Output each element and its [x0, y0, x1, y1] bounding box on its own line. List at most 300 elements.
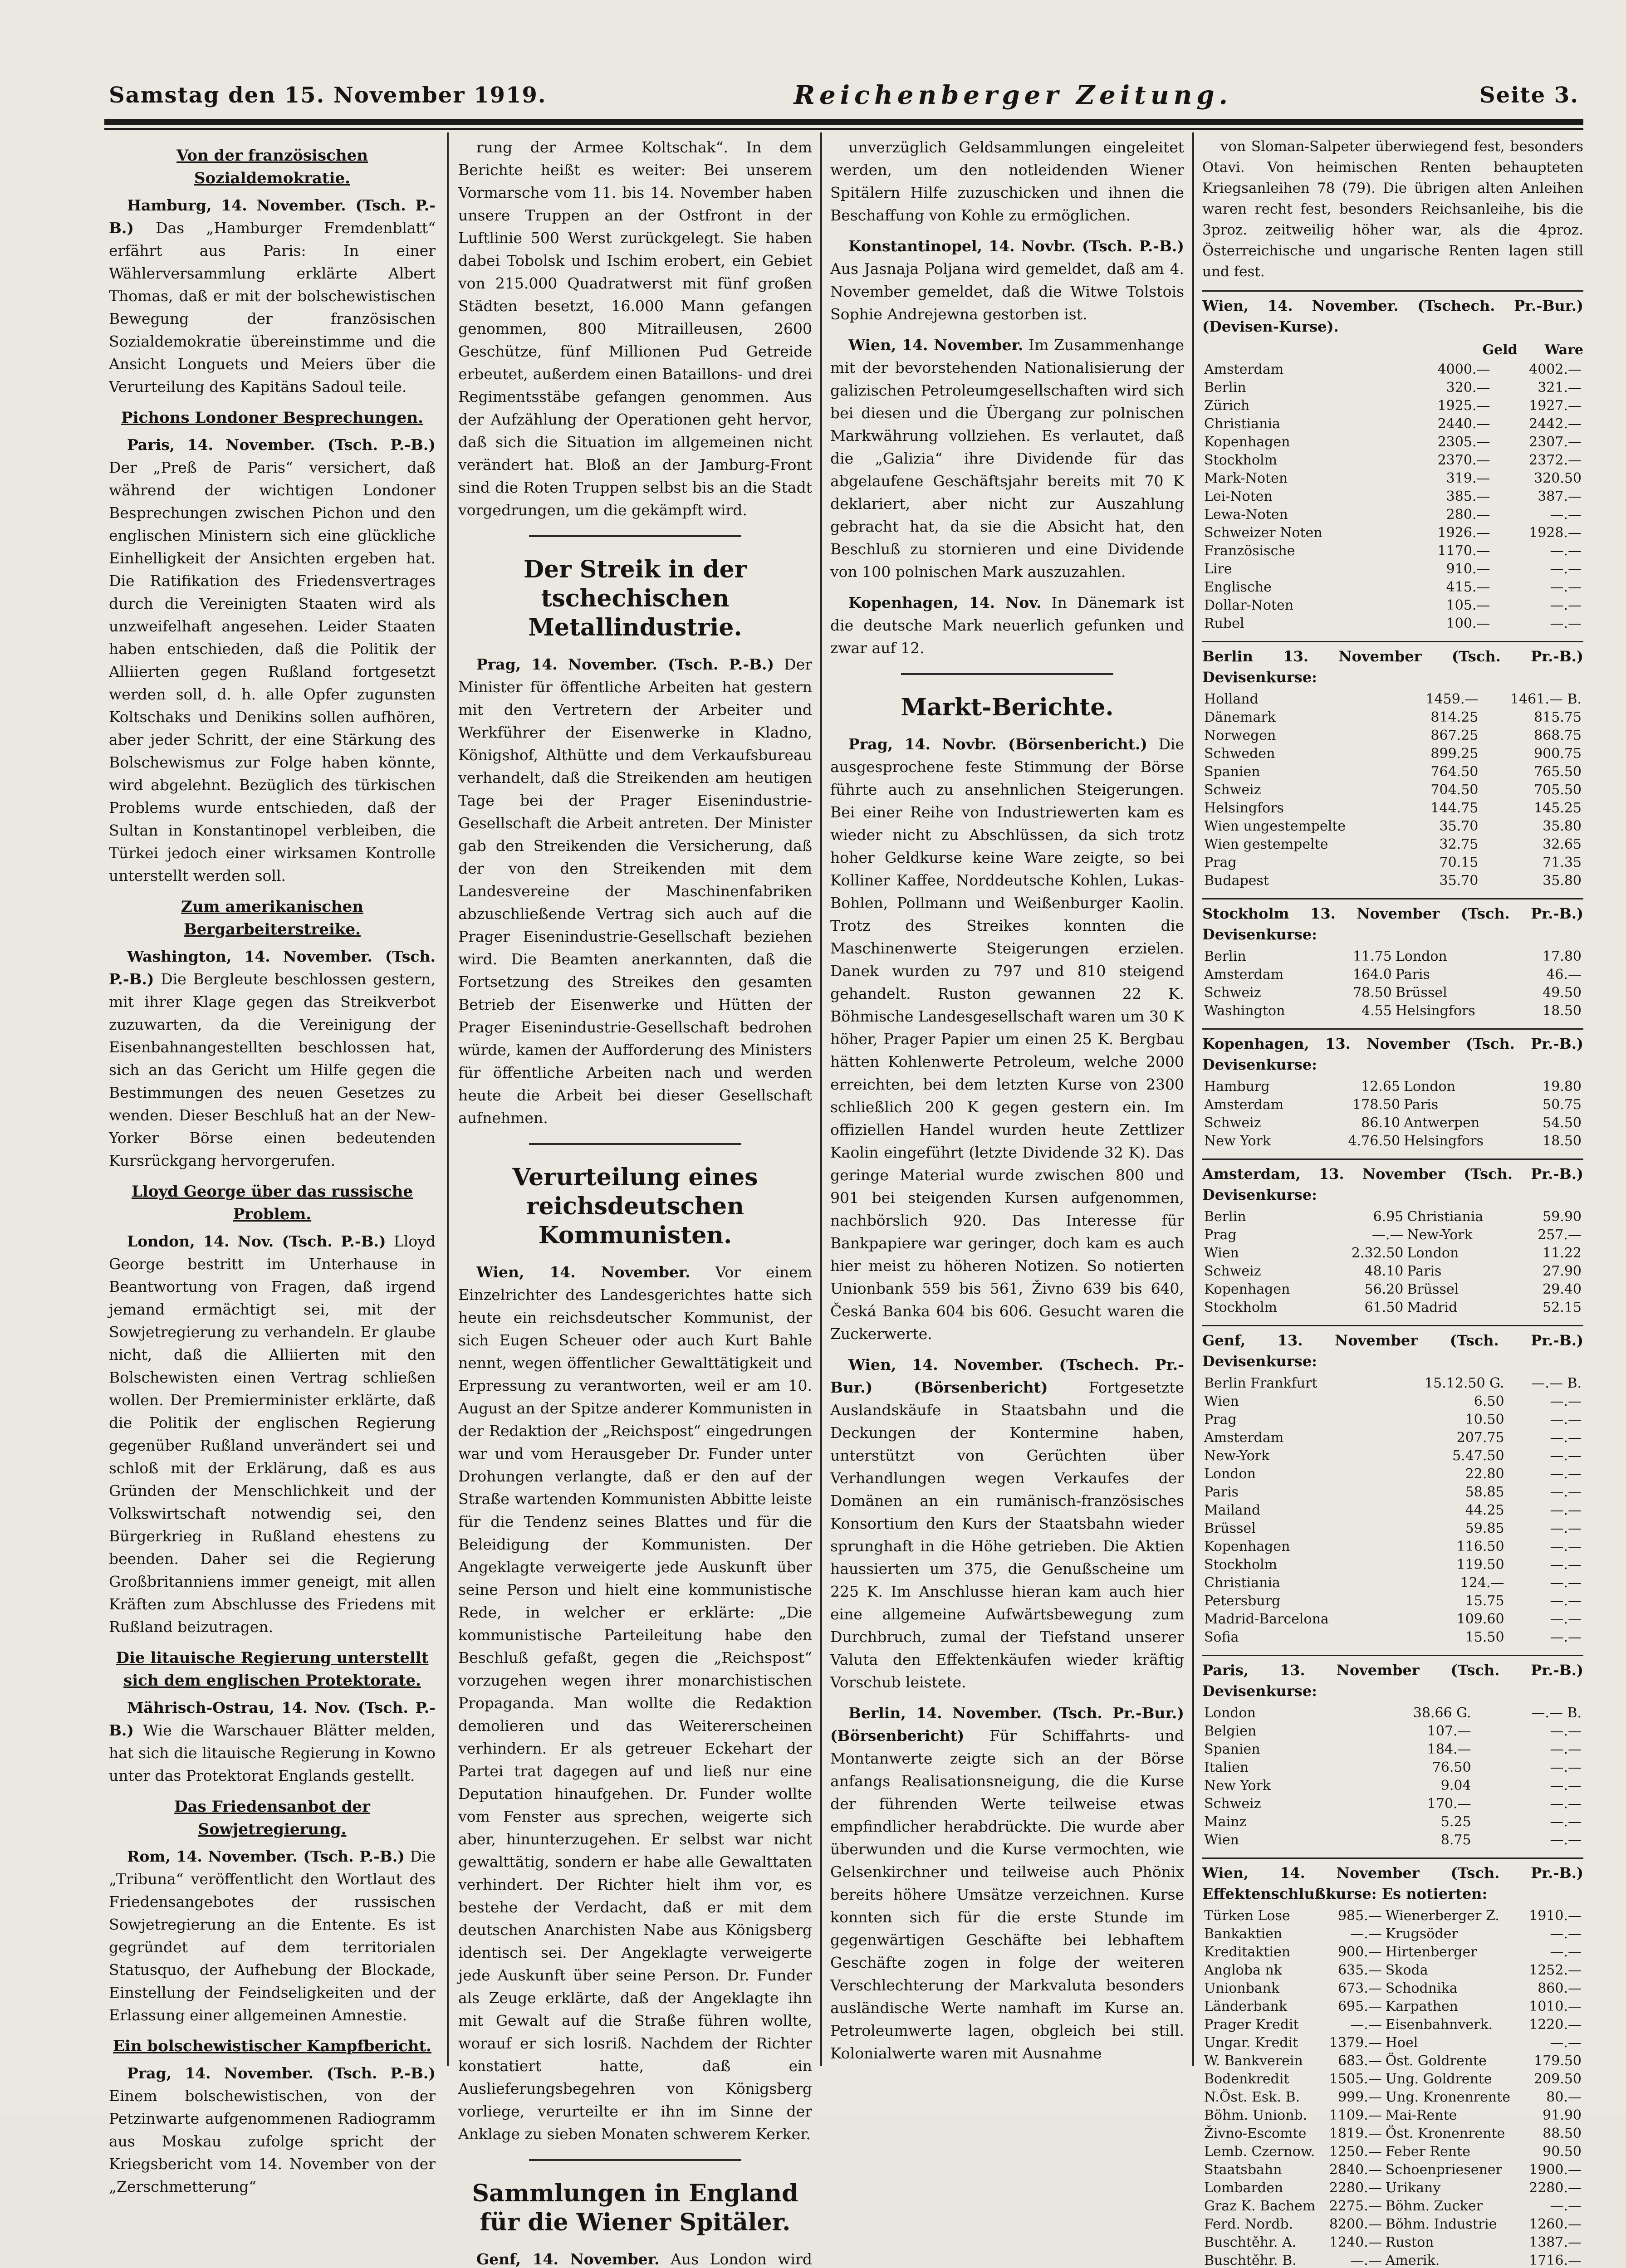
article-text: Für Schiffahrts- und Montanwerte zeigte sich an der Börse anfangs Realisationsneigung, die die Kurse der führenden Werte teilweise etwas empfindlicher herabdrückte. Die wurde aber überwunden und die Kurse vermochten, wie Gelsenkirchner und teilweise auch Phönix bereits höhere Umsätze verzeichnen. Kurse konnten sich für die erste Stunde im gegenwärtigen Geschäfte bei lebhaftem Geschäfte zogen in folge der weiteren Verschlechterung der Markvaluta besonders ausländische Werte namhaft im Kurse an. Petroleumwerte lagen, obgleich bei still. Kolonialwerte waren mit Ausnahme: [830, 1727, 1184, 2062]
rate-label: Kreditaktien: [1204, 1944, 1291, 1960]
rate-row: [1202, 1501, 1583, 1520]
article-dateline: Prag, 14. November. (Tsch. P.-B.): [127, 2064, 436, 2082]
rate-row: [1202, 948, 1583, 966]
rate-label: Angloba nk: [1204, 1962, 1282, 1978]
rate-row: [1202, 1925, 1583, 1943]
rate-value: 1010.—: [1529, 1999, 1582, 2014]
rate-value: —.—: [1550, 1393, 1582, 1409]
rate-label: W. Bankverein: [1204, 2053, 1303, 2069]
rate-label: London: [1204, 1705, 1256, 1721]
rate-label: Živno-Escomte: [1204, 2126, 1307, 2141]
rate-label: Skoda: [1385, 1962, 1428, 1978]
rate-value: 49.50: [1543, 985, 1582, 1001]
rate-label: London: [1395, 948, 1447, 964]
rate-label: Prag: [1204, 1227, 1237, 1243]
rate-value: 6.95: [1373, 1209, 1404, 1225]
rate-row: [1202, 415, 1583, 433]
rate-label: Paris: [1407, 1263, 1442, 1279]
rate-value: —.—: [1550, 561, 1582, 577]
rate-value: —.—: [1550, 616, 1582, 631]
rate-value: 44.25: [1465, 1502, 1504, 1518]
rate-row: [1202, 578, 1583, 596]
article-body: [109, 1230, 436, 1638]
rate-row: [1202, 763, 1583, 781]
rate-label: New-York: [1407, 1227, 1473, 1243]
rate-row: [1202, 488, 1583, 506]
column-2: [458, 136, 812, 2268]
article-headline: Von der französischen Sozialdemokratie.: [176, 147, 368, 187]
rate-value: 2307.—: [1529, 434, 1582, 450]
rate-value: 900.—: [1337, 1944, 1382, 1960]
rate-row: [1202, 2143, 1583, 2161]
rate-value: 4002.—: [1529, 362, 1582, 377]
rate-label: Amsterdam: [1204, 362, 1284, 377]
rate-value: 119.50: [1456, 1557, 1504, 1573]
rate-label: Kopenhagen: [1204, 1281, 1290, 1297]
rates-heading: Wien, 14. November (Tsch. Pr.-B.) Effektenschlußkurse: Es notierten:: [1202, 1857, 1583, 1904]
article-text: Fortgesetzte Auslandskäufe in Staatsbahn und die Deckungen der Kontermine haben, unterstützt von Gerüchten über Verhandlungen wegen Verkaufes der Domänen an ein rumänisch-französisches Konsortium den Kurs der Staatsbahn wieder sprunghaft in die Höhe getrieben. Die Aktien haussierten um 375, die Genußscheine um 225 K. Im Anschlusse hieran kam auch hier eine allgemeine Aufwärtsbewegung zum Durchbruch, zumal der Tiefstand unserer Valuta den Effektenkäufen wieder kräftig Vorschub leistete.: [830, 1378, 1184, 1691]
rate-value: 280.—: [1446, 507, 1490, 523]
market-report: [830, 733, 1184, 1345]
rate-row: [1202, 2161, 1583, 2179]
rate-value: 61.50: [1364, 1300, 1404, 1315]
rate-label: Mark-Noten: [1204, 470, 1288, 486]
article-dateline: Wien, 14. November.: [848, 336, 1024, 354]
rate-value: 2442.—: [1529, 416, 1582, 432]
rate-value: —.—: [1550, 1484, 1582, 1500]
rate-row: [1202, 2107, 1583, 2125]
newspaper-name: Reichenberger Zeitung.: [793, 80, 1232, 110]
rate-label: Berlin: [1204, 948, 1246, 964]
rate-row: [1202, 1299, 1583, 1317]
page-number: Seite 3.: [1479, 83, 1579, 108]
article-text: Vor einem Einzelrichter des Landesgerichtes hatte sich heute ein reichsdeutscher Kommunist, der sich Eugen Scheuer oder auch Kurt Bahle nennt, wegen öffentlicher Gewalttätigkeit und Erpressung zu verantworten, weil er am 10. August an der Spitze anderer Kommunisten in der Redaktion der „Reichspost“ eingedrungen war und vom Herausgeber Dr. Funder unter Drohungen verlangte, daß er den auf der Straße wartenden Kommunisten Abbitte leiste für die Tendenz seines Blattes und für die Beleidigung der Kommunisten. Der Angeklagte verweigerte jede Auskunft über seine Person und hielt eine kommunistische Rede, in welcher er erklärte: „Die kommunistische Parteileitung habe den Beschluß gefaßt, gegen die „Reichspost“ vorzugehen wegen ihrer monarchistischen Propaganda. Man wollte die Redaktion demolieren und das Weitererscheinen verhindern. Er als getreuer Eckehart der Partei trat dagegen auf und ließ nur eine Deputation hinaufgehen. Dr. Funder wollte vom Fenster aus sprechen, weigerte sich aber, hinunterzugehen. Er selbst war nicht gewalttätig, sondern er habe alle Gewalttaten verhindert. Der Richter hielt ihm vor, es bestehe der Verdacht, daß er mit dem deutschen Anarchisten Nabe aus Königsberg identisch sei. Der Angeklagte verweigerte jede Auskunft über seine Person. Dr. Funder als Zeuge erklärte, daß der Angeklagte ihn mit Gewalt auf die Straße führen wollte, worauf er sich losriß. Nachdem der Richter konstatiert hatte, daß ein Auslieferungsbegehren von Königsberg vorliege, verurteilte er ihn im Sinne der Anklage zu sieben Monaten schwerem Kerker.: [458, 1263, 812, 2143]
rate-row: [1202, 817, 1583, 836]
rate-row: [1202, 1096, 1583, 1114]
rate-row: [1202, 745, 1583, 763]
rate-value: 635.—: [1337, 1962, 1382, 1978]
rates-table: [1202, 1374, 1583, 1647]
rates-heading: Berlin 13. November (Tsch. Pr.-B.) Devisenkurse:: [1202, 641, 1583, 688]
rate-value: 12.65: [1361, 1079, 1401, 1095]
article-dateline: Kopenhagen, 14. Nov.: [848, 594, 1042, 611]
rate-value: 1927.—: [1529, 398, 1582, 414]
rate-label: Helsingfors: [1395, 1003, 1475, 1019]
column-3: [830, 136, 1184, 2062]
article-dateline: Rom, 14. November. (Tsch. P.-B.): [127, 1848, 405, 1865]
rate-row: [1202, 854, 1583, 872]
rates-table: [1202, 1907, 1583, 2268]
rate-value: 35.80: [1543, 818, 1582, 834]
rate-label: Lewa-Noten: [1204, 507, 1288, 523]
rate-value: 80.—: [1546, 2089, 1582, 2105]
rate-row: [1202, 1002, 1583, 1020]
rate-value: —.—: [1550, 1412, 1582, 1427]
rate-label: Belgien: [1204, 1723, 1257, 1739]
rate-value: 815.75: [1534, 709, 1582, 725]
rate-label: Schweiz: [1204, 1263, 1261, 1279]
rate-value: 184.—: [1427, 1741, 1471, 1757]
article-text: Lloyd George bestritt im Unterhause in Beantwortung von Fragen, daß irgend jemand ermächtigt sei, mit der Sowjetregierung zu verhandeln. Er glaube nicht, daß die Alliierten mit den Bolschewisten einen Vertrag schließen wollen. Der Premierminister erklärte, daß die Politik der englischen Regierung gegenüber Rußland unverändert sei und schloß mit der Erklärung, daß es aus Gründen der Menschlichkeit und der Volkswirtschaft notwendig sei, den Bürgerkrieg in Rußland ehestens zu beenden. Daher sei die Regierung Großbritanniens immer geneigt, mit allen Kräften zum Abschlusse des Friedens mit Rußland beizutragen.: [109, 1232, 436, 1636]
rate-label: Mailand: [1204, 1502, 1261, 1518]
rate-row: [1202, 2252, 1583, 2268]
article-body: [109, 434, 436, 887]
rate-value: —.—: [1550, 1760, 1582, 1775]
rate-value: 695.—: [1337, 1999, 1382, 2014]
market-report: [830, 1354, 1184, 1694]
rate-value: 15.75: [1465, 1593, 1504, 1609]
rate-label: Prag: [1204, 855, 1237, 870]
rate-label: Karpathen: [1385, 1999, 1458, 2014]
rate-value: 32.65: [1543, 836, 1582, 852]
rate-value: 673.—: [1337, 1980, 1382, 1996]
rate-value: 2840.—: [1329, 2162, 1382, 2178]
rate-value: 70.15: [1439, 855, 1479, 870]
rate-row: [1202, 1574, 1583, 1592]
rate-value: —.—: [1550, 1832, 1582, 1848]
rate-row: [1202, 1961, 1583, 1980]
rate-value: 105.—: [1446, 597, 1490, 613]
rate-row: [1202, 1813, 1583, 1831]
rate-label: Schweiz: [1204, 1796, 1261, 1812]
rate-label: Wien ungestempelte: [1204, 818, 1346, 834]
rates-table: [1202, 1704, 1583, 1849]
article-headline: Lloyd George über das russische Problem.: [131, 1183, 413, 1223]
rate-label: Helsingfors: [1204, 800, 1284, 816]
rate-value: 2275.—: [1329, 2198, 1382, 2214]
rate-value: 19.80: [1543, 1079, 1582, 1095]
rate-value: 1250.—: [1329, 2144, 1382, 2160]
rate-value: 1910.—: [1529, 1908, 1582, 1924]
rate-label: Ferd. Nordb.: [1204, 2216, 1293, 2232]
rate-value: 38.66 G.: [1413, 1705, 1471, 1721]
rate-label: Petersburg: [1204, 1593, 1281, 1609]
rate-value: 71.35: [1543, 855, 1582, 870]
article-dateline: Berlin, 14. November. (Tsch. Pr.-Bur.) (Börsenbericht): [830, 1704, 1184, 1745]
article-dateline: Mährisch-Ostrau, 14. Nov. (Tsch. P.-B.): [109, 1699, 436, 1739]
rate-label: Lire: [1204, 561, 1232, 577]
rate-label: Antwerpen: [1404, 1115, 1480, 1131]
rate-row: [1202, 2179, 1583, 2197]
rate-label: Italien: [1204, 1760, 1249, 1775]
rate-value: 900.75: [1534, 746, 1582, 762]
rate-label: Wienerberger Z.: [1385, 1908, 1499, 1924]
market-report: [830, 1702, 1184, 2065]
rate-value: —.—: [1550, 1430, 1582, 1446]
rate-value: —.—: [1550, 1466, 1582, 1482]
rate-row: [1202, 1447, 1583, 1465]
rate-label: Bodenkredit: [1204, 2071, 1289, 2087]
rate-label: Ung. Kronenrente: [1385, 2089, 1511, 2105]
rate-value: 764.50: [1430, 764, 1479, 780]
rate-value: 116.50: [1456, 1539, 1504, 1554]
rate-row: [1202, 2088, 1583, 2107]
rate-label: Rubel: [1204, 616, 1244, 631]
rates-heading: Genf, 13. November (Tsch. Pr.-B.) Devisenkurse:: [1202, 1325, 1583, 1372]
rate-value: 1260.—: [1529, 2216, 1582, 2232]
article-text: Die Bergleute beschlossen gestern, mit ihrer Klage gegen das Streikverbot zuzuwarten, da die Vereinigung der Eisenbahnangestellten beschlossen hat, sich an das Gericht um Hilfe gegen die Bestimmungen des neuen Gesetzes zu wenden. Dieser Beschluß hat an der New-Yorker Börse einen bedeutenden Kursrückgang hervorgerufen.: [109, 970, 436, 1169]
column-divider: [820, 132, 822, 2066]
rate-row: [1202, 1429, 1583, 1447]
rate-row: [1202, 1538, 1583, 1556]
article-text: Das „Hamburger Fremdenblatt“ erfährt aus Paris: In einer Wählerversammlung erklärte Albert Thomas, daß er mit der bolschewistischen Bewegung der französischen Sozialdemokratie übereinstimme und die Ansicht Longuets und Meiers über die Verurteilung des Kapitäns Sadoul teile.: [109, 219, 436, 396]
rate-value: 100.—: [1446, 616, 1490, 631]
rate-row: [1202, 506, 1583, 524]
rate-row: [1202, 1628, 1583, 1647]
article-dateline: Wien, 14. November.: [476, 1263, 691, 1281]
rate-label: Wien: [1204, 1832, 1239, 1848]
rate-row: [1202, 2215, 1583, 2234]
rate-label: Buschtěhr. A.: [1204, 2234, 1297, 2250]
section-separator: [901, 673, 1113, 675]
rate-value: 2280.—: [1329, 2180, 1382, 2196]
rate-value: —.— B.: [1531, 1705, 1582, 1721]
rate-row: [1202, 1907, 1583, 1925]
column-4: [1202, 136, 1583, 2268]
rate-row: [1202, 1980, 1583, 1998]
rate-value: —.— B.: [1531, 1375, 1582, 1391]
rate-row: [1202, 690, 1583, 709]
rate-value: 1252.—: [1529, 1962, 1582, 1978]
rate-label: Amsterdam: [1204, 967, 1284, 982]
rate-label: Budapest: [1204, 873, 1269, 889]
rate-row: [1202, 1226, 1583, 1244]
rate-value: 144.75: [1430, 800, 1479, 816]
rate-value: 145.25: [1534, 800, 1582, 816]
rate-label: Lemb. Czernow.: [1204, 2144, 1315, 2160]
article-body: [458, 653, 812, 1129]
rate-row: [1202, 1759, 1583, 1777]
news-article: [109, 1795, 436, 2027]
rate-label: Brüssel: [1407, 1281, 1459, 1297]
rate-label: Ungar. Kredit: [1204, 2035, 1298, 2051]
rate-value: 90.50: [1543, 2144, 1582, 2160]
rate-value: 2280.—: [1529, 2180, 1582, 2196]
rate-row: [1202, 397, 1583, 415]
rate-value: —.—: [1550, 597, 1582, 613]
rate-label: Dollar-Noten: [1204, 597, 1294, 613]
news-article: [109, 1180, 436, 1638]
header-rule-thin: [104, 128, 1583, 130]
rate-label: Böhm. Industrie: [1385, 2216, 1497, 2232]
rates-col-geld: Geld: [1482, 342, 1518, 358]
article-text: Im Zusammenhange mit der bevorstehenden Nationalisierung der galizischen Petroleumgesellschaften wird sich bei diesen und die Übergang zur polnischen Markwährung vollziehen. Es verlautet, daß die „Galizia“ ihre Dividende für das abgelaufene Geschäftsjahr bereits mit 70 K deklariert, aber nicht zur Auszahlung gebracht hat, da sie die Absicht hat, den Beschluß zu stornieren und eine Dividende von 100 polnischen Mark auszuzahlen.: [830, 336, 1184, 581]
rate-label: Prag: [1204, 1412, 1237, 1427]
rate-label: Amsterdam: [1204, 1097, 1284, 1113]
rate-label: N.Öst. Esk. B.: [1204, 2089, 1300, 2105]
rate-value: —.—: [1550, 1520, 1582, 1536]
rate-label: Norwegen: [1204, 728, 1276, 743]
article-dateline: Washington, 14. November. (Tsch. P.-B.): [109, 948, 436, 988]
rate-value: 178.50: [1352, 1097, 1401, 1113]
rate-value: 35.80: [1543, 873, 1582, 889]
rate-value: 18.50: [1543, 1133, 1582, 1149]
rate-label: Schodnika: [1385, 1980, 1458, 1996]
rate-value: 170.—: [1427, 1796, 1471, 1812]
rate-row: [1202, 451, 1583, 469]
rate-value: 35.70: [1439, 873, 1479, 889]
article-headline: Ein bolschewistischer Kampfbericht.: [113, 2037, 431, 2055]
rates-column-header: [1202, 340, 1583, 361]
rate-label: Böhm. Unionb.: [1204, 2107, 1308, 2123]
rate-value: 164.0: [1352, 967, 1392, 982]
rate-row: [1202, 2034, 1583, 2052]
rate-row: [1202, 469, 1583, 488]
rate-label: Hamburg: [1204, 1079, 1270, 1095]
rate-value: 1387.—: [1529, 2234, 1582, 2250]
rate-label: London: [1204, 1466, 1256, 1482]
rate-value: —.—: [1550, 579, 1582, 595]
rate-value: 15.50: [1465, 1629, 1504, 1645]
rate-value: 109.60: [1456, 1611, 1504, 1627]
article-dateline: Konstantinopel, 14. Novbr. (Tsch. P.-B.): [848, 237, 1184, 255]
rate-label: Paris: [1404, 1097, 1439, 1113]
rate-value: 18.50: [1543, 1003, 1582, 1019]
rate-label: London: [1407, 1245, 1459, 1261]
rate-row: [1202, 1592, 1583, 1610]
rate-row: [1202, 966, 1583, 984]
rates-heading: Stockholm 13. November (Tsch. Pr.-B.) Devisenkurse:: [1202, 898, 1583, 945]
article-headline: Sammlungen in England für die Wiener Spitäler.: [472, 2180, 798, 2236]
rate-value: 4.76.50: [1348, 1133, 1401, 1149]
section-separator: [529, 535, 741, 537]
article-text: Der „Preß de Paris“ versichert, daß während der wichtigen Londoner Besprechungen zwischen Pichon und den englischen Ministern sich eine glückliche Einhelligkeit der Ansichten ergeben hat. Die Ratifikation des Friedensvertrages durch die Vereinigten Staaten wird als unzweifelhaft angesehen. Leider Staaten haben entschieden, daß die Politik der Alliierten gegen Rußland fortgesetzt werden soll, d. h. alle Opfer zugunsten Koltschaks und Denikins sollen aufhören, aber jeder Schritt, der eine Stärkung des Bolschewismus zur Folge haben könnte, wird abgelehnt. Bezüglich des türkischen Problems wurde entschieden, daß der Sultan in Konstantinopel verbleiben, die Türkei jedoch einer wirksamen Kontrolle unterstellt werden soll.: [109, 459, 436, 885]
rate-label: Schweizer Noten: [1204, 525, 1322, 541]
rate-label: Unionbank: [1204, 1980, 1280, 1996]
rate-row: [1202, 2234, 1583, 2252]
rate-value: 985.—: [1337, 1908, 1382, 1924]
rate-value: 88.50: [1543, 2126, 1582, 2141]
rate-value: —.—: [1550, 1557, 1582, 1573]
rate-label: Wien gestempelte: [1204, 836, 1328, 852]
rate-value: 207.75: [1456, 1430, 1504, 1446]
rate-label: Mainz: [1204, 1814, 1247, 1830]
rate-row: [1202, 542, 1583, 560]
rate-value: 78.50: [1352, 985, 1392, 1001]
rate-value: 704.50: [1430, 782, 1479, 798]
rate-label: Hoel: [1385, 2035, 1418, 2051]
header-rule: [104, 119, 1583, 125]
news-notice: [830, 334, 1184, 583]
rate-value: 11.75: [1352, 948, 1392, 964]
rate-value: —.—: [1550, 1448, 1582, 1464]
rate-row: [1202, 1704, 1583, 1722]
rate-value: —.—: [1350, 1926, 1382, 1942]
rate-value: 5.25: [1440, 1814, 1471, 1830]
rate-value: 22.80: [1465, 1466, 1504, 1482]
article-headline: Die litauische Regierung unterstellt sich dem englischen Protektorate.: [116, 1649, 429, 1690]
rate-row: [1202, 596, 1583, 615]
article-text: Aus Jasnaja Poljana wird gemeldet, daß am 4. November gemeldet, daß die Witwe Tolstois Sophie Andrejewna gestorben ist.: [830, 260, 1184, 323]
rate-row: [1202, 1831, 1583, 1849]
article-text: Einem bolschewistischen, von der Petzinwarte aufgenommenen Radiogramm aus Moskau zufolge spricht der Kriegsbericht vom 14. November von der „Zerschmetterung“: [109, 2087, 436, 2195]
rate-label: Französische: [1204, 543, 1295, 559]
news-article: [109, 1647, 436, 1787]
rate-label: Brüssel: [1204, 1520, 1256, 1536]
rate-value: 107.—: [1427, 1723, 1471, 1739]
rate-value: 387.—: [1538, 489, 1582, 504]
rate-row: [1202, 560, 1583, 578]
rate-label: Ung. Goldrente: [1385, 2071, 1492, 2087]
rate-label: Bankaktien: [1204, 1926, 1283, 1942]
article-text: In Dänemark ist die deutsche Mark neuerlich gefunken und zwar auf 12.: [830, 594, 1184, 657]
news-notice: [830, 235, 1184, 326]
rate-value: —.—: [1350, 2017, 1382, 2033]
article-dateline: Wien, 14. November. (Tschech. Pr.-Bur.) (Börsenbericht): [830, 1356, 1184, 1396]
rate-label: Schweiz: [1204, 985, 1261, 1001]
rate-row: [1202, 1777, 1583, 1795]
article-body: [458, 2248, 812, 2268]
rate-row: [1202, 1262, 1583, 1281]
rate-value: 1461.— B.: [1510, 691, 1582, 707]
rate-label: Berlin Frankfurt: [1204, 1375, 1317, 1391]
rates-table: [1202, 1208, 1583, 1317]
rate-value: 415.—: [1446, 579, 1490, 595]
rate-row: [1202, 781, 1583, 799]
rate-label: Öst. Kronenrente: [1385, 2126, 1505, 2141]
news-article: [109, 895, 436, 1172]
rate-value: 209.50: [1534, 2071, 1582, 2087]
rate-row: [1202, 1556, 1583, 1574]
rate-row: [1202, 1998, 1583, 2016]
rate-value: 4000.—: [1437, 362, 1490, 377]
rate-row: [1202, 836, 1583, 854]
rate-value: —.—: [1550, 1741, 1582, 1757]
rate-value: 76.50: [1432, 1760, 1471, 1775]
rate-value: —.—: [1550, 1611, 1582, 1627]
rate-label: Helsingfors: [1404, 1133, 1484, 1149]
rate-row: [1202, 1740, 1583, 1759]
rate-row: [1202, 1610, 1583, 1628]
rates-heading: Kopenhagen, 13. November (Tsch. Pr.-B.) Devisenkurse:: [1202, 1028, 1583, 1075]
rate-value: 2305.—: [1437, 434, 1490, 450]
rate-value: 1819.—: [1329, 2126, 1382, 2141]
article-text: Wie die Warschauer Blätter melden, hat sich die litauische Regierung in Kowno unter das Protektorat Englands gestellt.: [109, 1721, 436, 1784]
rates-heading: Amsterdam, 13. November (Tsch. Pr.-B.) Devisenkurse:: [1202, 1158, 1583, 1205]
rate-label: Washington: [1204, 1003, 1285, 1019]
rate-row: [1202, 799, 1583, 817]
rate-label: Eisenbahnverk.: [1385, 2017, 1493, 2033]
rates-table: [1202, 361, 1583, 633]
column-1: [109, 136, 436, 2195]
rate-label: Ruston: [1385, 2234, 1434, 2250]
rate-value: 27.90: [1543, 1263, 1582, 1279]
page-header: [109, 73, 1579, 118]
rate-value: 15.12.50 G.: [1425, 1375, 1504, 1391]
rate-value: 58.85: [1465, 1484, 1504, 1500]
rate-value: 2372.—: [1529, 452, 1582, 468]
article-headline: Das Friedensanbot der Sowjetregierung.: [174, 1798, 370, 1838]
section-separator: [529, 2159, 741, 2161]
market-section-title: Markt-Berichte.: [901, 694, 1114, 721]
news-article: [109, 144, 436, 398]
rate-value: —.—: [1550, 1814, 1582, 1830]
news-article: [109, 2035, 436, 2198]
rate-value: 910.—: [1446, 561, 1490, 577]
rate-label: Feber Rente: [1385, 2144, 1470, 2160]
rate-value: 320.50: [1534, 470, 1582, 486]
rate-value: 35.70: [1439, 818, 1479, 834]
rates-table: [1202, 690, 1583, 890]
rate-value: —.—: [1371, 1227, 1404, 1243]
rate-row: [1202, 2125, 1583, 2143]
rate-label: Mai-Rente: [1385, 2107, 1457, 2123]
rate-row: [1202, 1244, 1583, 1262]
article-body: [109, 2062, 436, 2198]
rate-value: —.—: [1550, 1796, 1582, 1812]
rate-row: [1202, 1465, 1583, 1483]
rate-value: 999.—: [1337, 2089, 1382, 2105]
